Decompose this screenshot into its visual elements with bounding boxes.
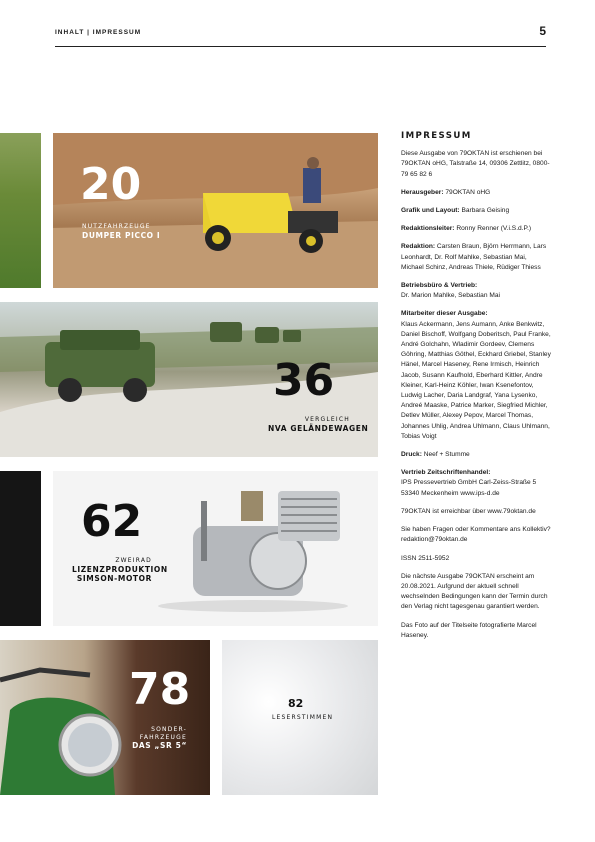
impressum-editorial: Redaktion: Carsten Braun, Björn Herrmann, Lars Leonhardt, Dr. Rolf Mahlke, Sebastian Mai, Michael Schinz, Andreas Thiele, Rüdiger Thiess	[401, 243, 547, 271]
feature-kicker: SONDER-	[151, 726, 187, 733]
impressum-office: Betriebsbüro & Vertrieb: Dr. Marion Mahlke, Sebastian Mai	[401, 282, 500, 300]
section-header: INHALT | IMPRESSUM	[55, 29, 142, 36]
impressum-photo-credit: Das Foto auf der Titelseite fotografierte Marcel Haseney.	[401, 621, 537, 639]
impressum-print: Druck: Neef + Stumme	[401, 451, 470, 459]
feature-title-2: SIMSON-MOTOR	[76, 573, 152, 583]
feature-caption-62	[72, 557, 168, 583]
impressum-publisher: Herausgeber: 79OKTAN oHG	[401, 188, 491, 196]
impressum-next-issue: Die nächste Ausgabe 79OKTAN erscheint am 20.08.2021. Aufgrund der aktuell schnell wechselnden Bedingungen kann der Termin durch den Verlag nicht tagesgenau garantiert werden.	[401, 572, 548, 611]
impressum-heading: IMPRESSUM	[401, 131, 472, 141]
dumper-illustration	[53, 133, 378, 288]
feature-kicker: NUTZFAHRZEUGE	[82, 223, 151, 230]
engine-photo[interactable]	[53, 471, 378, 626]
dark-photo-strip	[0, 471, 41, 626]
impressum-distribution: Vertrieb Zeitschriftenhandel: IPS Pressevertrieb GmbH Carl-Zeiss-Straße 5 53340 Meckenheim www.ips-d.de	[401, 469, 537, 497]
feature-caption-78	[110, 726, 187, 750]
impressum-column	[401, 131, 551, 649]
impressum-layout: Grafik und Layout: Barbara Geising	[401, 207, 510, 215]
feature-kicker-2: FAHRZEUGE	[139, 733, 187, 741]
feature-title: NVA GELÄNDEWAGEN	[268, 423, 369, 433]
feature-kicker: VERGLEICH	[304, 416, 350, 423]
feature-number-78: 78	[129, 664, 191, 715]
feature-number-36: 36	[273, 355, 335, 406]
feature-caption-36	[268, 416, 369, 433]
impressum-contributors: Mitarbeiter dieser Ausgabe: Klaus Ackermann, Jens Aumann, Anke Benkwitz, Daniel Bischoff, Wolfgang Doberitsch, Paul Franke, André Golchahn, Wladimir Gordeev, Clemens Göhring, Matthias Göthel, Eckhard Griebel, Stanley Hänel, Marcel Haseney, Rene Irmisch, Heinrich Jacob, Susann Kaufhold, Eberhard Kittler, Andre Kleiner, Karl-Heinz Köhler, Iwan Ksenefontov, Ludwig Lacher, Daria Landgraf, Yana Lysenko, Andreé Maaske, Patrice Marker, Siegfried Michler, Detlev Müller, Alexey Pepov, Marcel Thomas, Johannes Uhlig, Andrea Uhlmann, Claus Uhlmann, Tobias Voigt	[401, 310, 551, 440]
dumper-photo[interactable]	[53, 133, 378, 288]
feature-kicker: ZWEIRAD	[115, 557, 152, 564]
impressum-editor: Redaktionsleiter: Ronny Renner (V.i.S.d.P.)	[401, 225, 532, 233]
feature-number-82: 82	[288, 697, 304, 710]
feature-number-62: 62	[81, 496, 143, 547]
impressum-web-link[interactable]: 79OKTAN ist erreichbar über www.79oktan.de	[401, 507, 536, 515]
impressum-issn: ISSN 2511-5952	[401, 554, 450, 562]
feature-kicker: LESERSTIMMEN	[272, 714, 334, 721]
feature-caption-82	[272, 714, 333, 722]
feature-number-20: 20	[80, 159, 142, 210]
feature-caption-20	[82, 223, 160, 240]
impressum-intro: Diese Ausgabe von 79OKTAN ist erschienen bei 79OKTAN oHG, Talstraße 14, 09306 Zettlitz, 0800-79 65 82 6	[401, 150, 550, 178]
field-photo-strip	[0, 133, 41, 288]
feature-title: DUMPER PICCO I	[82, 230, 161, 240]
feature-title: DAS „SR 5“	[132, 741, 187, 750]
page-number: 5	[539, 24, 546, 38]
header-divider	[55, 46, 546, 47]
feature-title: LIZENZPRODUKTION	[72, 564, 168, 574]
impressum-contact-link[interactable]: Sie haben Fragen oder Kommentare ans Kollektiv? redaktion@79oktan.de	[401, 526, 551, 544]
engine-illustration	[53, 471, 378, 626]
